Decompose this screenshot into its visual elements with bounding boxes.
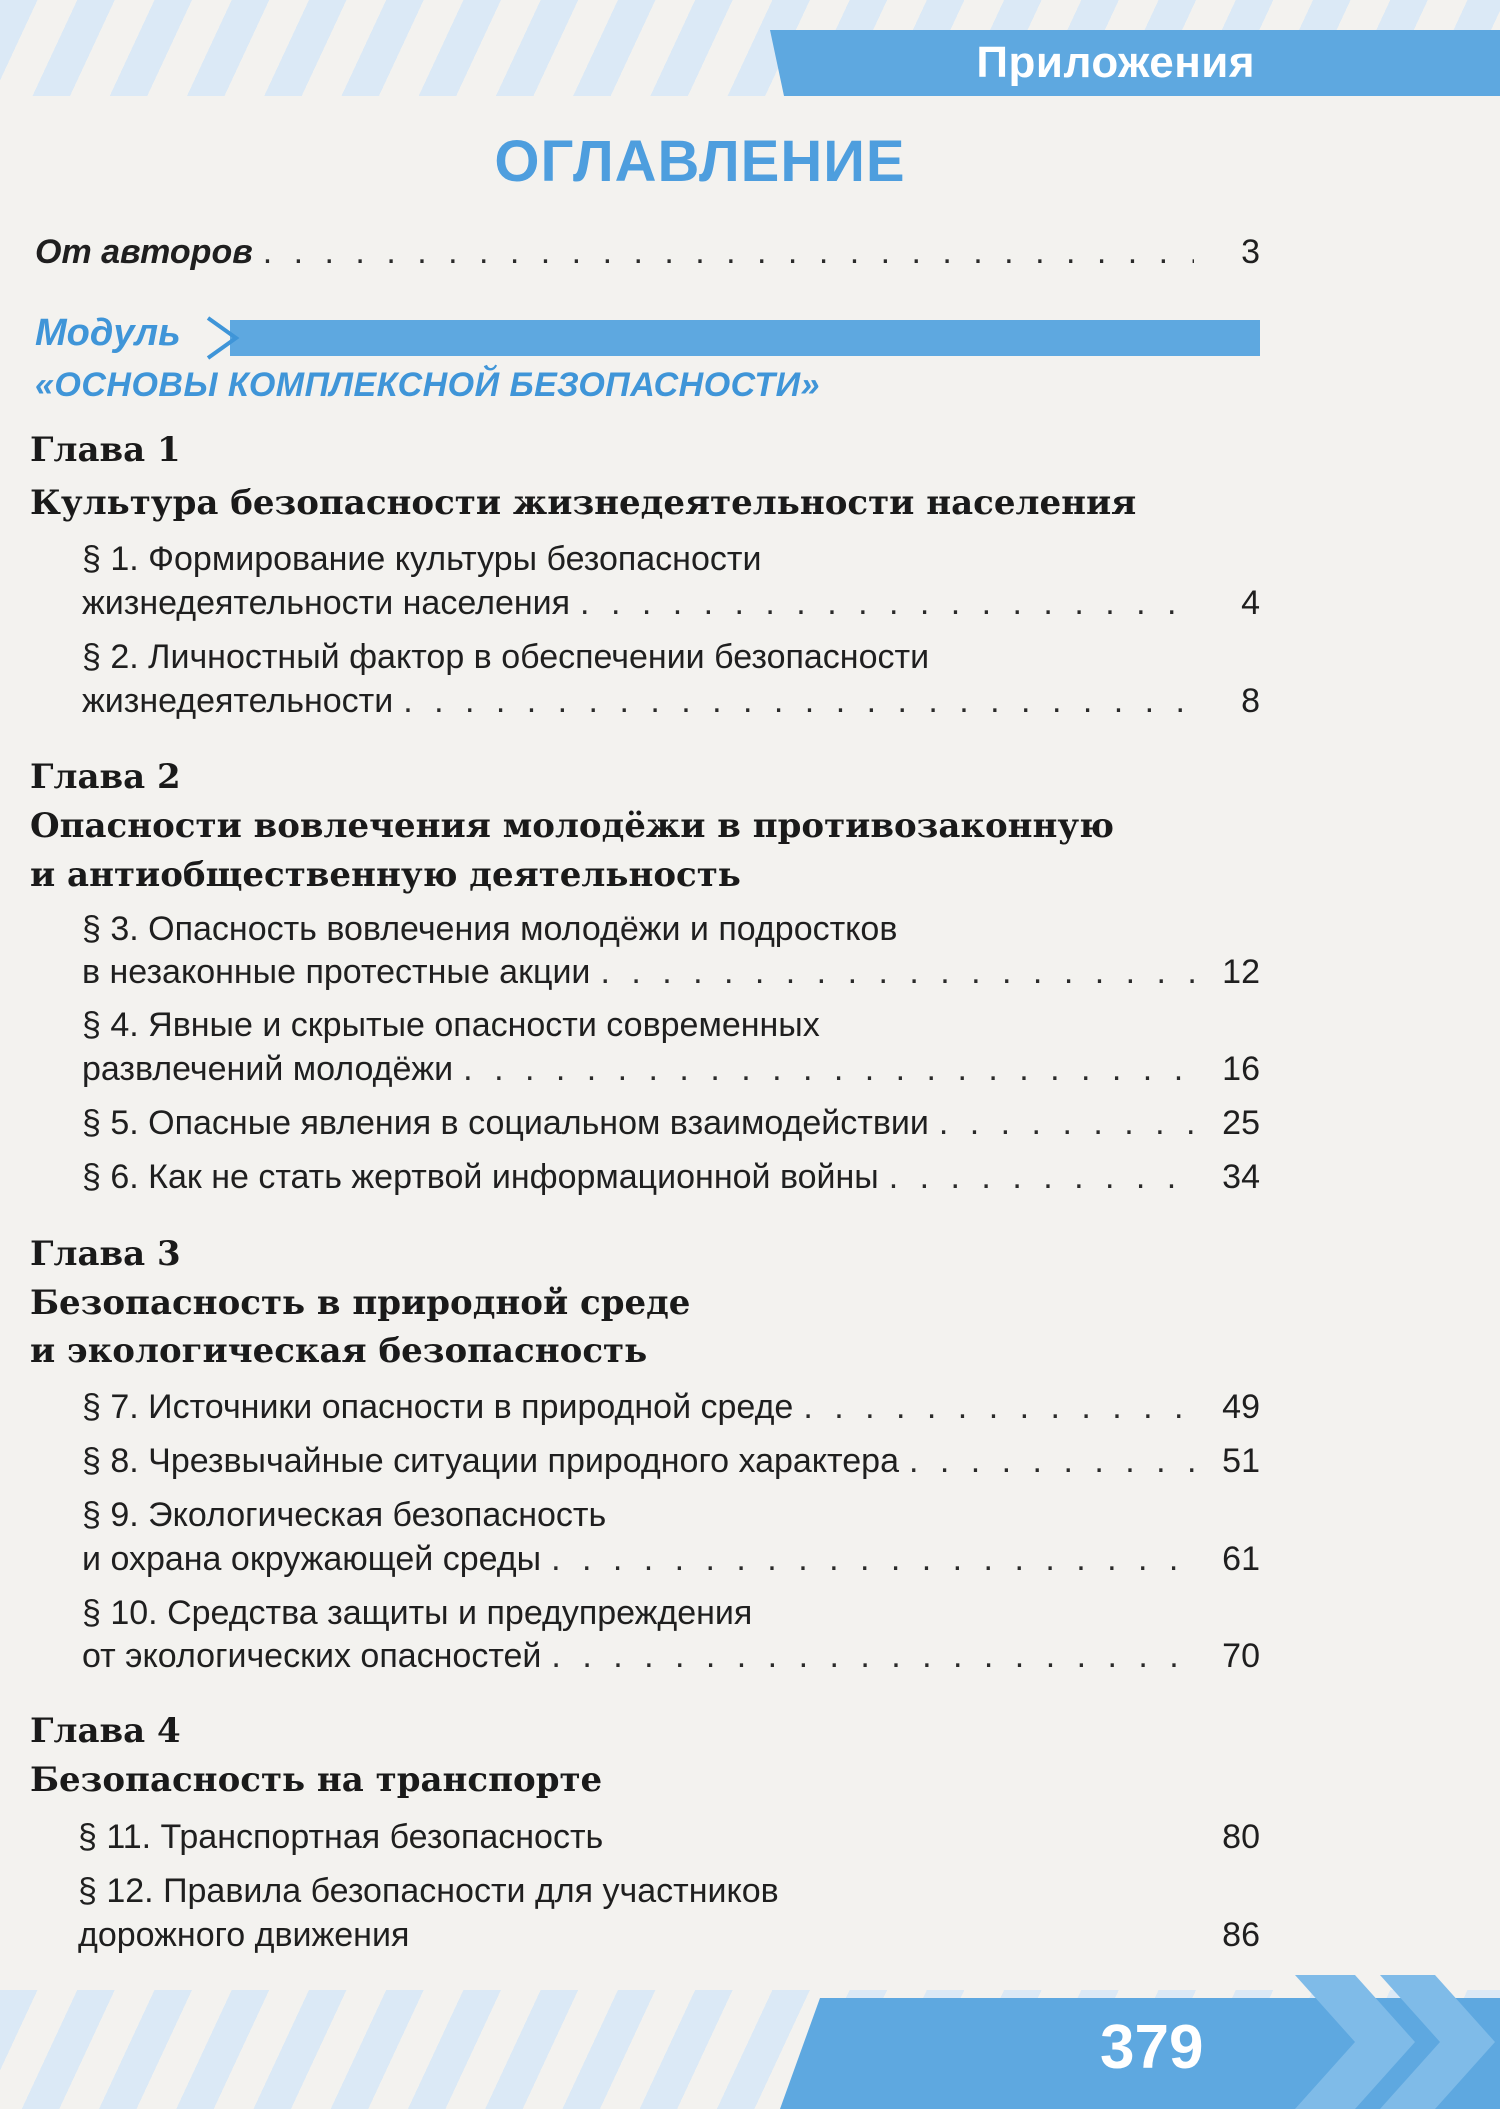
- section-line: от экологических опасностей: [82, 1637, 542, 1675]
- dot-leader: [909, 1442, 1194, 1481]
- chapter-label: Глава 3: [30, 1234, 181, 1274]
- dot-leader: [263, 233, 1194, 272]
- section-line[interactable]: § 12. Правила безопасности для участников: [78, 1872, 779, 1910]
- toc-entry-section-11[interactable]: [78, 1818, 1260, 1857]
- toc-page-number: 49: [1222, 1388, 1260, 1426]
- toc-entry-section-8[interactable]: [82, 1442, 1260, 1481]
- section-line: дорожного движения: [78, 1916, 410, 1954]
- chapter-title: и экологическая безопасность: [30, 1331, 648, 1371]
- toc-entry-section-9[interactable]: [82, 1540, 1260, 1579]
- chapter-label: Глава 2: [30, 757, 181, 797]
- toc-page-number: 34: [1222, 1158, 1260, 1196]
- chapter-title: и антиобщественную деятельность: [30, 855, 741, 895]
- toc-page-number: 25: [1222, 1104, 1260, 1142]
- toc-page-number: 61: [1222, 1540, 1260, 1578]
- toc-page-number: 70: [1222, 1637, 1260, 1675]
- chapter-title: Культура безопасности жизнедеятельности населения: [30, 483, 1137, 523]
- toc-page-number: 86: [1222, 1916, 1260, 1954]
- toc-page-number: 80: [1222, 1818, 1260, 1856]
- section-line[interactable]: § 10. Средства защиты и предупреждения: [82, 1594, 753, 1632]
- toc-entry-section-7[interactable]: [82, 1388, 1260, 1427]
- toc-entry-section-4[interactable]: [82, 1050, 1260, 1089]
- section-line[interactable]: § 3. Опасность вовлечения молодёжи и подростков: [82, 910, 898, 948]
- section-line: § 11. Транспортная безопасность: [78, 1818, 604, 1856]
- dot-leader: [551, 1540, 1194, 1579]
- dot-leader: [803, 1388, 1194, 1427]
- toc-entry-authors[interactable]: [35, 233, 1260, 272]
- page-number: 379: [1100, 2013, 1204, 2082]
- chevron-right-icon: [200, 314, 244, 362]
- toc-page-number: 12: [1222, 953, 1260, 991]
- toc-entry-section-1[interactable]: [82, 584, 1260, 623]
- toc-entry-label: От авторов: [35, 233, 253, 271]
- dot-leader: [403, 682, 1194, 721]
- section-line[interactable]: § 1. Формирование культуры безопасности: [82, 540, 762, 578]
- section-line: жизнедеятельности: [82, 682, 394, 720]
- toc-page-number: 51: [1222, 1442, 1260, 1480]
- section-line: жизнедеятельности населения: [82, 584, 571, 622]
- chapter-title: Безопасность в природной среде: [30, 1283, 691, 1323]
- section-line: § 6. Как не стать жертвой информационной войны: [82, 1158, 879, 1196]
- module-label: Модуль: [35, 312, 181, 354]
- section-line[interactable]: § 4. Явные и скрытые опасности современных: [82, 1006, 820, 1044]
- toc-page-number: 3: [1241, 233, 1260, 271]
- toc-entry-section-12[interactable]: [78, 1916, 1260, 1955]
- module-title: «ОСНОВЫ КОМПЛЕКСНОЙ БЕЗОПАСНОСТИ»: [35, 366, 821, 404]
- toc-entry-section-3[interactable]: [82, 953, 1260, 992]
- chapter-label: Глава 4: [30, 1711, 181, 1751]
- section-line: § 8. Чрезвычайные ситуации природного характера: [82, 1442, 899, 1480]
- dot-leader: [600, 953, 1194, 992]
- section-line: в незаконные протестные акции: [82, 953, 591, 991]
- section-line[interactable]: § 2. Личностный фактор в обеспечении безопасности: [82, 638, 930, 676]
- chapter-title: Безопасность на транспорте: [30, 1760, 603, 1800]
- dot-leader: [463, 1050, 1194, 1089]
- section-line[interactable]: § 9. Экологическая безопасность: [82, 1496, 607, 1534]
- section-line: § 5. Опасные явления в социальном взаимодействии: [82, 1104, 929, 1142]
- section-line: и охрана окружающей среды: [82, 1540, 542, 1578]
- dot-leader: [551, 1637, 1194, 1676]
- toc-page-number: 4: [1241, 584, 1260, 622]
- section-line: развлечений молодёжи: [82, 1050, 454, 1088]
- toc-entry-section-5[interactable]: [82, 1104, 1260, 1143]
- double-chevron-right-icon: [1285, 1975, 1500, 2109]
- section-title: Приложения: [976, 38, 1255, 87]
- toc-entry-section-2[interactable]: [82, 682, 1260, 721]
- page-title: ОГЛАВЛЕНИЕ: [494, 129, 906, 194]
- toc-entry-section-6[interactable]: [82, 1158, 1260, 1197]
- dot-leader: [939, 1104, 1194, 1143]
- toc-page-number: 16: [1222, 1050, 1260, 1088]
- toc-page-number: 8: [1241, 682, 1260, 720]
- dot-leader: [580, 584, 1194, 623]
- section-line: § 7. Источники опасности в природной среде: [82, 1388, 794, 1426]
- toc-entry-section-10[interactable]: [82, 1637, 1260, 1676]
- chapter-label: Глава 1: [30, 430, 181, 470]
- module-band: [230, 320, 1260, 356]
- dot-leader: [889, 1158, 1194, 1197]
- chapter-title: Опасности вовлечения молодёжи в противозаконную: [30, 806, 1115, 846]
